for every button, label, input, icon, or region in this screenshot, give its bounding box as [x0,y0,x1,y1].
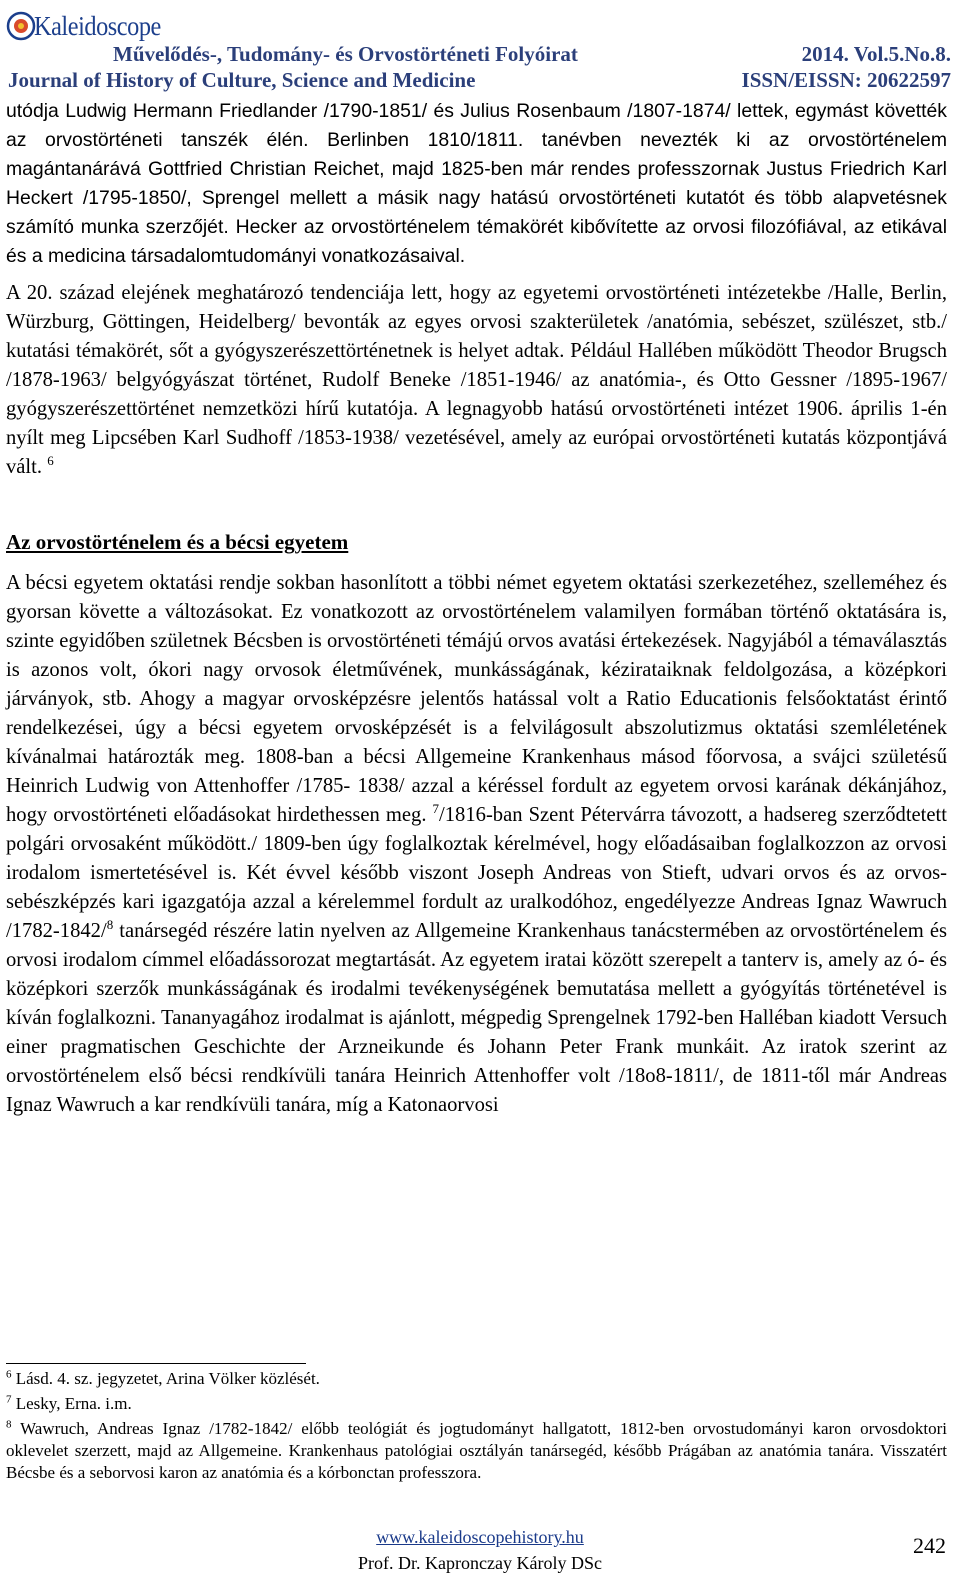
footnote-number: 8 [6,1418,12,1431]
website-link[interactable]: www.kaleidoscopehistory.hu [376,1527,584,1547]
paragraph-2 [6,279,947,482]
article-body [6,97,947,1120]
paragraph-3-text-b: /1816-ban Szent Pétervárra távozott, a hadsereg szerződtetett polgári orvosaként működött./ 1809-ben úgy foglalkoztak kérelmével, hogy előadásaiban foglalkozzon az orvosi irodalom ismertetésével is. Két évvel később viszont Joseph Andreas von Stieft, udvari orvos és az orvos-sebészképzés kari igazgatója azzal a kérelemmel fordult az uralkodóhoz, engedélyezze Andreas Ignaz Wawruch /1782-1842/ [6,804,947,942]
editor-name: Prof. Dr. Kapronczay Károly DSc [358,1553,602,1573]
footnote-text: Lásd. 4. sz. jegyzetet, Arina Völker közlését. [15,1369,320,1388]
footnote-divider [6,1363,306,1364]
footnote-8 [6,1418,947,1484]
paragraph-2-text: A 20. század elejének meghatározó tendenciája lett, hogy az egyetemi orvostörténeti intézetekbe /Halle, Berlin, Würzburg, Göttingen, Heidelberg/ bevonták az egyes orvosi szakterületek /anatómia, sebészet, szülészet, stb./ kutatási témakörét, sőt a gyógyszerészettörténetnek is helyet adtak. Például Hallében működött Theodor Brugsch /1878-1963/ belgyógyászat történet, Rudolf Beneke /1851-1946/ az anatómia-, és Otto Gessner /1895-1967/ gyógyszerészettörténet nemzetközi hírű kutatója. A legnagyobb hatású orvostörténeti intézet 1906. április 1-én nyílt meg Lipcsében Karl Sudhoff /1853-1938/ vezetésével, amely az európai orvostörténeti kutatás központjává vált. [6,282,947,478]
footnote-number: 7 [6,1393,12,1406]
issn-info: ISSN/EISSN: 20622597 [741,68,951,92]
paragraph-3-text-a: A bécsi egyetem oktatási rendje sokban hasonlított a többi német egyetem oktatási szerkezetéhez, szelleméhez és gyorsan követte a változásokat. Ez vonatkozott az orvostörténelem valamilyen formában történő oktatására is, szinte egyidőben születnek Bécsben is orvostörténeti témájú orvos avatási értekezések. Nagyjából a témaválasztás is azonos volt, ókori nagy orvosok életművének, munkásságának, kézirataiknak feldolgozása, a középkori járványok, stb. Ahogy a magyar orvosképzésre jelentős hatással volt a Ratio Educationis felsőoktatást érintő rendelkezései, úgy a bécsi egyetem orvosképzését is a felvilágosult abszolutizmus oktatási szemléletének kívánalmai határozták meg. 1808-ban a bécsi Allgemeine Krankenhaus másod főorvosa, a svájci születésű Heinrich Ludwig von Attenhoffer /1785- 1838/ azzal a kéréssel fordult az egyetem orvosi karának dékánjához, hogy orvostörténeti előadásokat hirdethessen meg. [6,572,947,826]
footnote-ref-7[interactable]: 7 [432,801,440,817]
section-heading: Az orvostörténelem és a bécsi egyetem [6,530,349,554]
issue-info: 2014. Vol.5.No.8. [801,42,951,66]
journal-title-en: Journal of History of Culture, Science and Medicine [8,68,476,92]
footnote-7 [6,1393,947,1415]
journal-logo[interactable] [6,6,175,46]
kaleidoscope-logo-icon [6,8,36,44]
footnote-ref-8[interactable]: 8 [106,917,114,933]
footnote-ref-6[interactable]: 6 [47,453,54,469]
footnotes [6,1368,947,1484]
paragraph-1: utódja Ludwig Hermann Friedlander /1790-1851/ és Julius Rosenbaum /1807-1874/ lettek, egymást követték az orvostörténeti tanszék élén. Berlinben 1810/1811. tanévben nevezték ki az orvostörténelem magántanárává Gottfried Christian Reichet, majd 1825-ben már rendes professzornak Justus Friedrich Karl Heckert /1795-1850/, Sprengel mellett a másik nagy hatású orvostörténeti kutatót és több alapvetésnek számító munka szerzőjét. Hecker az orvostörténelem témakörét kibővítette az orvosi filozófiával, az etikával és a medicina társadalomtudományi vonatkozásaival. [6,100,947,267]
footnote-number: 6 [6,1368,12,1381]
footnote-6 [6,1368,947,1390]
paragraph-3 [6,569,947,1120]
journal-header [0,0,960,100]
footnote-text: Lesky, Erna. i.m. [15,1394,132,1413]
journal-title-hu: Művelődés-, Tudomány- és Orvostörténeti Folyóirat [113,42,578,66]
page-number: 242 [913,1533,946,1558]
logo-text: Kaleidoscope [34,10,161,41]
footnote-text: Wawruch, Andreas Ignaz /1782-1842/ előbb teológiát és jogtudományt hallgatott, 1812-ben orvostudományi karon orvosdoktori oklevelet szerzett, majd az Allgemeine. Krankenhaus patológiai osztályán tanársegéd, később Prágában az anatómia tanára. Visszatért Bécsbe és a seborvosi karon az anatómia és a kórbonctan professzora. [6,1419,947,1482]
paragraph-3-text-c: tanársegéd részére latin nyelven az Allgemeine Krankenhaus tanácstermében az orvostörténelem és orvosi irodalom címmel előadássorozat megtartását. Az egyetem iratai között szerepelt a tanterv is, amely az ó- és középkori szerzők munkásságának és irodalmi tevékenységének bemutatása mellett a gyógyítás történetével is kíván foglalkozni. Tananyagához irodalmat is ajánlott, mégpedig Sprengelnek 1792-ben Halléban kiadott Versuch einer pragmatischen Geschichte der Arzneikunde és Johann Peter Frank munkáit. Az iratok szerint az orvostörténelem első bécsi rendkívüli tanára Heinrich Attenhoffer volt /18o8-1811/, de 1811-től már Andreas Ignaz Wawruch a kar rendkívüli tanára, míg a Katonaorvosi [6,920,947,1116]
